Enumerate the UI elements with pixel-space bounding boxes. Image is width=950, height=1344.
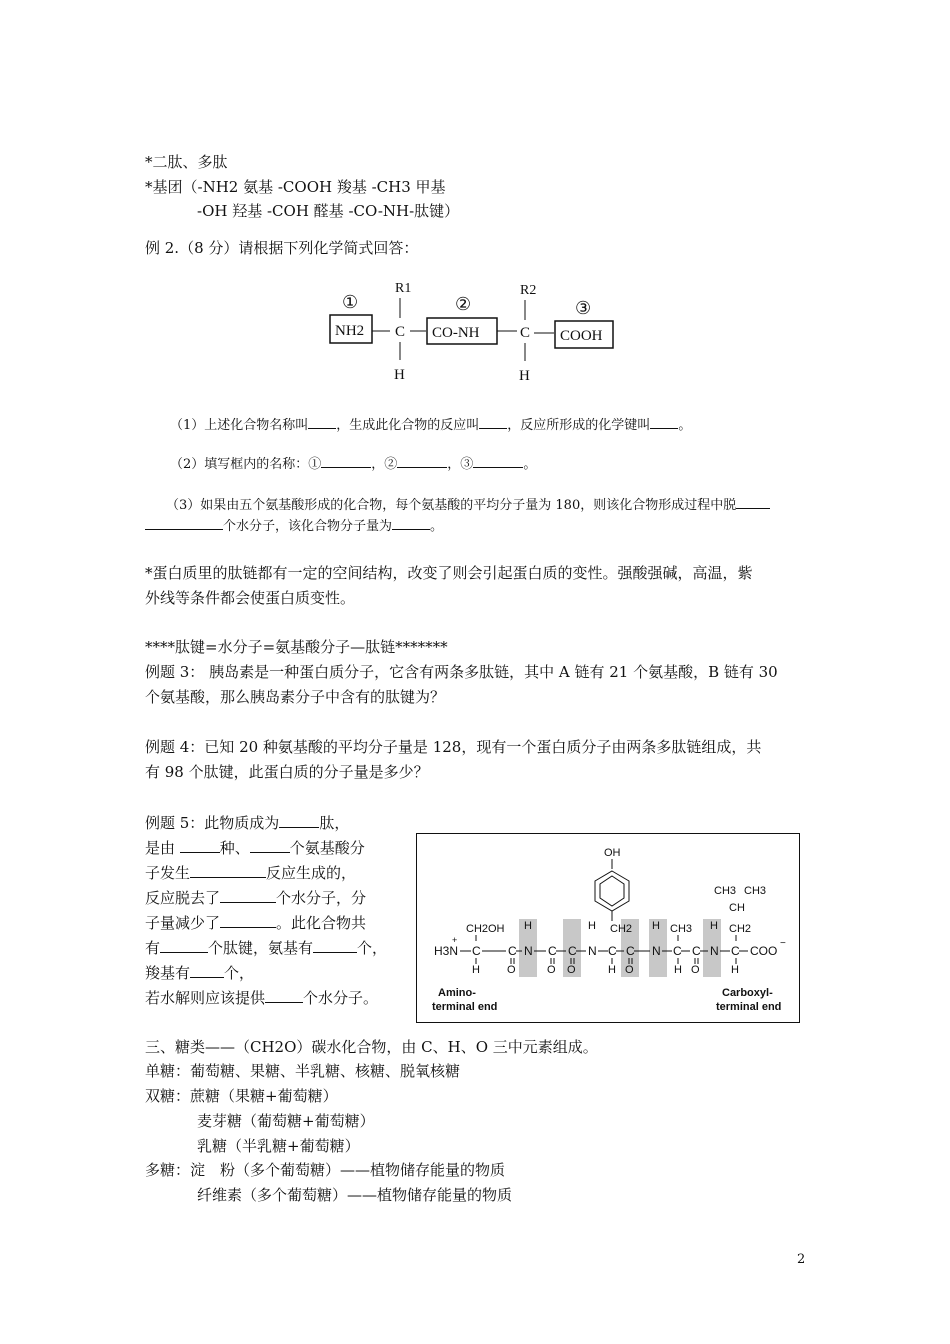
nh2-label: NH2 <box>335 323 365 339</box>
denature-line-1: *蛋白质里的肽链都有一定的空间结构，改变了则会引起蛋白质的变性。强酸强碱，高温，紫 <box>145 564 753 582</box>
svg-text:C: C <box>472 944 481 958</box>
svg-text:C: C <box>568 944 577 958</box>
carboxyl-terminal-label-1: Carboxyl- <box>722 987 773 999</box>
dipeptide-structure-diagram <box>320 278 620 388</box>
hydrogen-1: H <box>394 367 405 383</box>
example4-line-2: 有 98 个肽键，此蛋白质的分子量是多少？ <box>145 763 429 781</box>
coo-label: COO <box>750 944 778 958</box>
h3n-label: H3N <box>434 944 459 958</box>
blank-3-2[interactable] <box>392 514 430 530</box>
peptide-heading: *二肽、多肽 <box>145 153 228 171</box>
cellulose: 纤维素（多个葡萄糖）——植物储存能量的物质 <box>197 1186 513 1204</box>
svg-text:N: N <box>710 944 719 958</box>
svg-text:O: O <box>625 964 634 976</box>
example5-line-7: 羧基有 个， <box>145 964 255 982</box>
conh-label: CO-NH <box>432 325 480 341</box>
question-2: （2）填写框内的名称：① ，② ，③ 。 <box>170 452 536 475</box>
svg-text:H: H <box>588 920 596 932</box>
blank-1-2[interactable] <box>479 413 507 429</box>
ser-ch2oh-label: CH2OH <box>466 923 505 935</box>
question-1: （1）上述化合物名称叫 ，生成此化合物的反应叫 ，反应所形成的化学键叫 。 <box>170 413 691 436</box>
leu-ch2-label: CH2 <box>729 923 752 935</box>
svg-text:O: O <box>691 964 700 976</box>
carboxyl-terminal-label-2: terminal end <box>716 1001 782 1013</box>
r1-label: R1 <box>395 281 412 296</box>
groups-line-1: *基团（-NH2 氨基 -COOH 羧基 -CH3 甲基 <box>145 178 446 196</box>
monosaccharides: 单糖：葡萄糖、果糖、半乳糖、核糖、脱氧核糖 <box>145 1062 461 1080</box>
blank-3-1a[interactable] <box>736 493 770 509</box>
svg-text:N: N <box>524 944 533 958</box>
svg-text:N: N <box>588 944 597 958</box>
amino-terminal-label-2: terminal end <box>432 1001 498 1013</box>
blank-5-10[interactable] <box>265 987 303 1003</box>
svg-text:C: C <box>731 944 740 958</box>
r2-label: R2 <box>520 283 537 298</box>
svg-text:O: O <box>507 964 516 976</box>
blank-5-4[interactable] <box>190 862 266 878</box>
example5-line-4: 反应脱去了 个水分子，分 <box>145 889 367 907</box>
svg-text:C: C <box>626 944 635 958</box>
blank-5-7[interactable] <box>160 937 208 953</box>
blank-2-2[interactable] <box>397 452 447 468</box>
carbon-2: C <box>520 325 531 341</box>
amino-terminal-label-1: Amino- <box>438 987 476 999</box>
blank-5-9[interactable] <box>190 962 224 978</box>
disaccharides: 双糖：蔗糖（果糖+葡萄糖） <box>145 1087 338 1105</box>
svg-text:H: H <box>731 964 739 976</box>
example3-line-2: 个氨基酸，那么胰岛素分子中含有的肽键为？ <box>145 688 446 706</box>
example5-line-5: 子量减少了 。此化合物共 <box>145 914 367 932</box>
example4-line-1: 例题 4：已知 20 种氨基酸的平均分子量是 128，现有一个蛋白质分子由两条多肽链组成，共 <box>145 738 762 756</box>
example5-line-3: 子发生 反应生成的， <box>145 864 357 882</box>
example5-line-1: 例题 5：此物质成为 肽， <box>145 814 350 832</box>
svg-text:+: + <box>452 935 458 945</box>
blank-2-3[interactable] <box>473 452 523 468</box>
blank-5-6[interactable] <box>220 912 276 928</box>
tyr-ch2-label: CH2 <box>610 923 633 935</box>
svg-text:C: C <box>692 944 701 958</box>
svg-text:H: H <box>472 964 480 976</box>
ala-ch3-label: CH3 <box>670 923 693 935</box>
denature-line-2: 外线等条件都会使蛋白质变性。 <box>145 589 356 607</box>
svg-text:C: C <box>508 944 517 958</box>
hydrogen-2: H <box>519 368 530 384</box>
question-3-line-2: 个水分子，该化合物分子量为 。 <box>145 514 443 537</box>
sugar-heading: 三、糖类——（CH2O）碳水化合物，由 C、H、O 三中元素组成。 <box>145 1038 598 1056</box>
svg-text:−: − <box>780 938 786 949</box>
svg-text:C: C <box>608 944 617 958</box>
leu-ch3-label: CH3 <box>714 885 737 897</box>
leu-ch3-label-2: CH3 <box>744 885 767 897</box>
example5-line-8: 若水解则应该提供 个水分子。 <box>145 989 379 1007</box>
svg-text:O: O <box>547 964 556 976</box>
example5-line-2: 是由 种、 个氨基酸分 <box>145 839 365 857</box>
circle-3-label: ③ <box>575 298 592 318</box>
blank-5-1[interactable] <box>279 812 319 828</box>
lactose: 乳糖（半乳糖+葡萄糖） <box>197 1137 360 1155</box>
svg-text:N: N <box>652 944 661 958</box>
circle-1-label: ① <box>342 292 359 312</box>
svg-text:H: H <box>652 920 660 932</box>
blank-5-5[interactable] <box>220 887 276 903</box>
svg-text:O: O <box>567 964 576 976</box>
page-number: 2 <box>797 1252 806 1267</box>
blank-1-3[interactable] <box>650 413 678 429</box>
maltose: 麦芽糖（葡萄糖+葡萄糖） <box>197 1112 375 1130</box>
blank-1-1[interactable] <box>308 413 336 429</box>
example3-line-1: 例题 3： 胰岛素是一种蛋白质分子，它含有两条多肽链，其中 A 链有 21 个氨基酸，B 链有 30 <box>145 663 778 681</box>
svg-text:H: H <box>674 964 682 976</box>
example2-title: 例 2.（8 分）请根据下列化学简式回答： <box>145 239 419 257</box>
leu-ch-label: CH <box>729 902 745 914</box>
blank-5-3[interactable] <box>250 837 290 853</box>
example5-line-6: 有 个肽键，氨基有 个， <box>145 939 388 957</box>
blank-5-8[interactable] <box>313 937 357 953</box>
svg-text:C: C <box>673 944 682 958</box>
oh-label: OH <box>604 847 621 859</box>
polysaccharides: 多糖：淀 粉（多个葡萄糖）——植物储存能量的物质 <box>145 1161 506 1179</box>
blank-2-1[interactable] <box>321 452 371 468</box>
svg-text:C: C <box>548 944 557 958</box>
circle-2-label: ② <box>455 294 472 314</box>
blank-5-2[interactable] <box>180 837 220 853</box>
cooh-label: COOH <box>560 328 603 344</box>
svg-text:H: H <box>608 964 616 976</box>
svg-text:H: H <box>524 920 532 932</box>
groups-line-2: -OH 羟基 -COH 醛基 -CO-NH-肽键） <box>197 202 460 220</box>
peptide-bond-formula: ****肽键=水分子=氨基酸分子—肽链******* <box>145 638 448 656</box>
svg-text:H: H <box>710 920 718 932</box>
blank-3-1b[interactable] <box>145 514 223 530</box>
question-3-line-1: （3）如果由五个氨基酸形成的化合物，每个氨基酸的平均分子量为 180，则该化合物形成过程中脱 <box>166 493 770 516</box>
carbon-1: C <box>395 324 406 340</box>
pentapeptide-figure <box>416 833 800 1023</box>
